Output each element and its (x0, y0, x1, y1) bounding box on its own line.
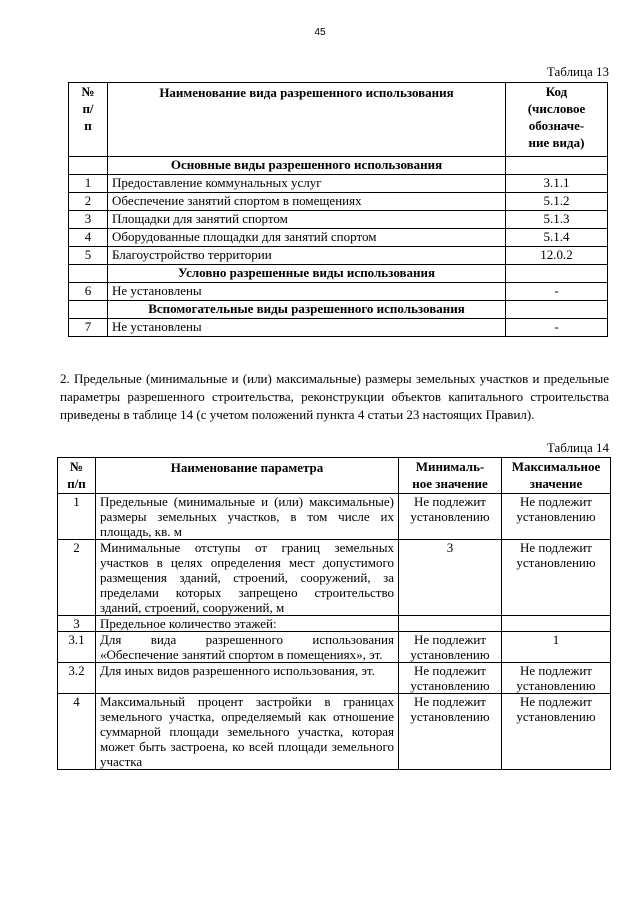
t14-cell-name: Максимальный процент застройки в границах земельного участка, определяемый как отношение суммарной площади земельного участка, которая может быть застроена, ко всей площади земельного участка (96, 694, 399, 770)
t14-row (58, 540, 611, 616)
t13-section-empty (69, 265, 108, 283)
t13-header-name: Наименование вида разрешенного использования (108, 83, 506, 157)
t13-section-empty (506, 265, 608, 283)
t13-section-row (69, 301, 608, 319)
table-14 (57, 457, 611, 770)
t13-cell-code: 5.1.3 (506, 211, 608, 229)
t14-cell-max: Не подлежит установлению (502, 694, 611, 770)
t14-cell-name: Предельные (минимальные и (или) максимальные) размеры земельных участков, в том числе их площадь, кв. м (96, 494, 399, 540)
t13-section-empty (506, 157, 608, 175)
t13-row (69, 175, 608, 193)
table13-caption: Таблица 13 (546, 64, 609, 79)
t13-cell-num: 2 (69, 193, 108, 211)
t13-header-num: № п/ п (69, 83, 108, 157)
page-number: 45 (314, 27, 326, 38)
t13-cell-num: 1 (69, 175, 108, 193)
t13-cell-name: Благоустройство территории (108, 247, 506, 265)
t14-cell-num: 3.2 (58, 663, 96, 694)
t13-section-empty (506, 301, 608, 319)
t13-cell-name: Не установлены (108, 283, 506, 301)
t14-cell-name: Для иных видов разрешенного использования, эт. (96, 663, 399, 694)
t14-cell-min (399, 616, 502, 632)
t13-cell-code: 5.1.2 (506, 193, 608, 211)
t14-cell-name: Минимальные отступы от границ земельных участков в целях определения мест допустимого размещения зданий, строений, сооружений, за пределами которых запрещено строительство зданий, строений, сооружений, м (96, 540, 399, 616)
t13-section-title: Вспомогательные виды разрешенного использования (108, 301, 506, 319)
t14-row (58, 616, 611, 632)
t13-section-empty (69, 301, 108, 319)
t13-cell-name: Не установлены (108, 319, 506, 337)
t13-cell-num: 4 (69, 229, 108, 247)
t13-cell-name: Площадки для занятий спортом (108, 211, 506, 229)
t14-cell-min: Не подлежит установлению (399, 632, 502, 663)
t13-cell-code: - (506, 319, 608, 337)
t13-cell-name: Предоставление коммунальных услуг (108, 175, 506, 193)
t13-cell-num: 5 (69, 247, 108, 265)
t14-cell-max: Не подлежит установлению (502, 540, 611, 616)
t13-cell-code: 3.1.1 (506, 175, 608, 193)
t13-row (69, 211, 608, 229)
t13-row (69, 229, 608, 247)
t14-cell-num: 4 (58, 694, 96, 770)
t14-cell-max: Не подлежит установлению (502, 663, 611, 694)
t13-cell-code: - (506, 283, 608, 301)
t14-cell-min: Не подлежит установлению (399, 663, 502, 694)
t13-row (69, 319, 608, 337)
t13-cell-num: 3 (69, 211, 108, 229)
table-13 (68, 82, 608, 337)
t14-cell-num: 2 (58, 540, 96, 616)
t13-row (69, 193, 608, 211)
t13-section-row (69, 265, 608, 283)
t14-cell-min: Не подлежит установлению (399, 694, 502, 770)
t14-header-min: Минималь- ное значение (399, 458, 502, 494)
t14-header-num: № п/п (58, 458, 96, 494)
t13-section-title: Основные виды разрешенного использования (108, 157, 506, 175)
t13-row (69, 283, 608, 301)
t13-cell-name: Оборудованные площадки для занятий спортом (108, 229, 506, 247)
t14-cell-num: 1 (58, 494, 96, 540)
t14-header-name: Наименование параметра (96, 458, 399, 494)
t13-row (69, 247, 608, 265)
t13-cell-num: 6 (69, 283, 108, 301)
t13-section-empty (69, 157, 108, 175)
t14-cell-max: Не подлежит установлению (502, 494, 611, 540)
t14-row (58, 494, 611, 540)
table14-caption: Таблица 14 (546, 440, 609, 455)
t13-header-code: Код (числовое обозначе- ние вида) (506, 83, 608, 157)
t13-cell-code: 12.0.2 (506, 247, 608, 265)
t14-cell-num: 3.1 (58, 632, 96, 663)
t14-cell-max (502, 616, 611, 632)
t14-cell-max: 1 (502, 632, 611, 663)
t14-cell-min: 3 (399, 540, 502, 616)
t13-section-row (69, 157, 608, 175)
t14-header-max: Максимальное значение (502, 458, 611, 494)
t13-section-title: Условно разрешенные виды использования (108, 265, 506, 283)
t14-row (58, 632, 611, 663)
paragraph-2: 2. Предельные (минимальные и (или) максимальные) размеры земельных участков и предельные параметры разрешенного строительства, реконструкции объектов капитального строительства приведены в таблице 14 (с учетом положений пункта 4 статьи 23 настоящих Правил). (60, 371, 609, 422)
t14-cell-num: 3 (58, 616, 96, 632)
t13-cell-code: 5.1.4 (506, 229, 608, 247)
t13-cell-num: 7 (69, 319, 108, 337)
t14-row (58, 694, 611, 770)
t14-cell-min: Не подлежит установлению (399, 494, 502, 540)
t14-cell-name: Для вида разрешенного использования «Обеспечение занятий спортом в помещениях», эт. (96, 632, 399, 663)
t14-row (58, 663, 611, 694)
t13-cell-name: Обеспечение занятий спортом в помещениях (108, 193, 506, 211)
t14-cell-name: Предельное количество этажей: (96, 616, 399, 632)
